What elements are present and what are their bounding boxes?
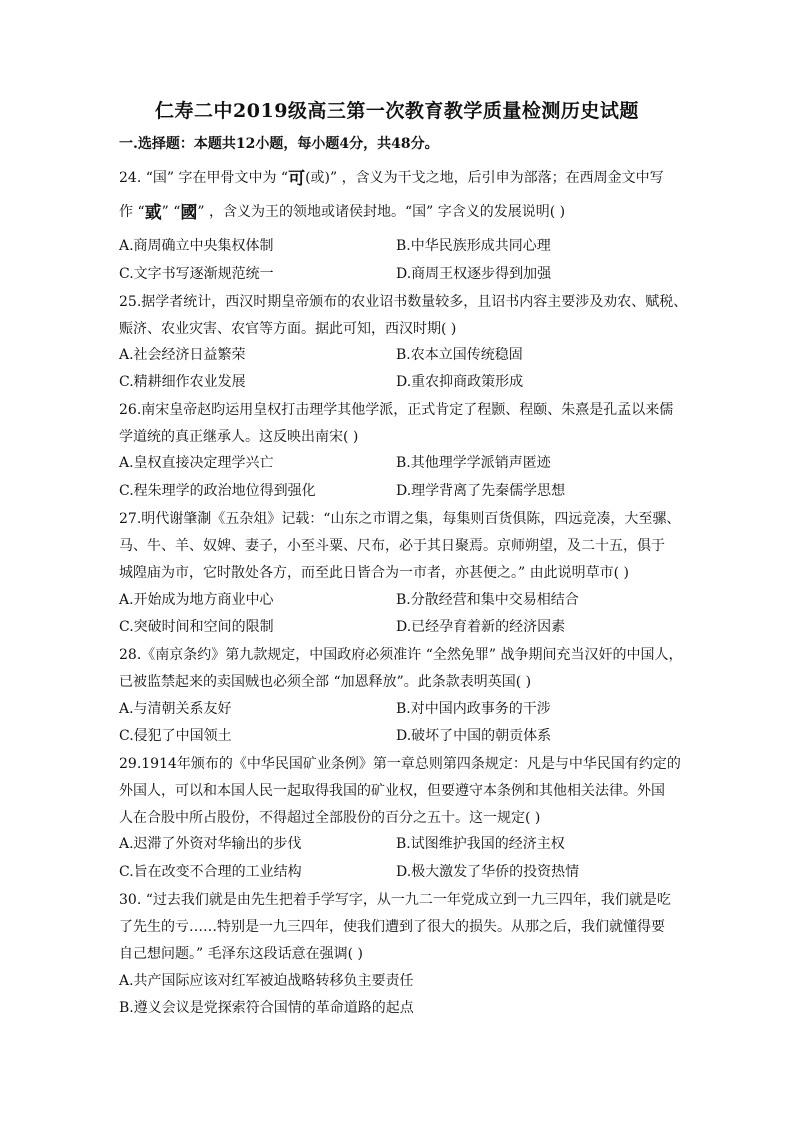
answer-option: B.其他理学学派销声匿迹 — [396, 455, 551, 471]
question-text: 30. “过去我们就是由先生把着手学写字，从一九二一年党成立到一九三四年，我们就是吃 — [119, 892, 671, 908]
question-line — [119, 563, 684, 583]
question-text: 赈济、农业灾害、农官等方面。据此可知，西汉时期( ) — [119, 321, 457, 337]
question-line — [119, 509, 684, 529]
answer-option: D.理学背离了先秦儒学思想 — [396, 483, 566, 499]
question-text: 已被监禁起来的卖国贼也必须全部 “加恩释放”。此条款表明英国( ) — [119, 674, 532, 690]
question-text: 了先生的亏……特别是一九三四年，使我们遭到了很大的损失。从那之后，我们就懂得要 — [119, 919, 665, 935]
question-text: ” “ — [161, 204, 181, 220]
question-text: 24. “国” 字在甲骨文中为 “ — [119, 170, 289, 186]
section-header: 一.选择题：本题共12小题，每小题4分，共48分。 — [119, 136, 439, 152]
question-line — [119, 292, 688, 312]
question-text: 26.南宋皇帝赵昀运用皇权打击理学其他学派，正式肯定了程颢、程颐、朱熹是孔孟以来儒 — [119, 402, 674, 418]
question-line — [119, 781, 684, 801]
answer-option: C.精耕细作农业发展 — [119, 374, 246, 390]
answer-option: C.侵犯了中国领土 — [119, 728, 232, 744]
question-line — [119, 645, 684, 665]
answer-option: D.商周王权逐步得到加强 — [396, 266, 552, 282]
question-line — [119, 319, 684, 339]
answer-option: A.皇权直接决定理学兴亡 — [119, 455, 274, 471]
question-text: 自己想问题。” 毛泽东这段话意在强调( ) — [119, 946, 363, 962]
question-text: 28.《南京条约》第九款规定，中国政府必须准许 “全然免罪” 战争期间充当汉奸的中国人， — [119, 647, 683, 663]
answer-option: D.已经孕育着新的经济因素 — [396, 619, 566, 635]
answer-option: A.商周确立中央集权体制 — [119, 238, 274, 254]
answer-option: A.迟滞了外资对华输出的步伐 — [119, 836, 302, 852]
answer-option: A.共产国际应该对红军被迫战略转移负主要责任 — [119, 973, 414, 989]
answer-option: B.农本立国传统稳固 — [396, 347, 523, 363]
question-line — [119, 168, 684, 189]
answer-option: A.社会经济日益繁荣 — [119, 347, 246, 363]
question-text: 25.据学者统计，西汉时期皇帝颁布的农业诏书数量较多，且诏书内容主要涉及劝农、赋税、 — [119, 294, 688, 310]
question-text: 外国人，可以和本国人民一起取得我国的矿业权，但要遵守本条例和其他相关法律。外国 — [119, 783, 665, 799]
question-line — [119, 400, 684, 420]
question-line — [119, 672, 684, 692]
answer-option: C.程朱理学的政治地位得到强化 — [119, 483, 316, 499]
question-text: 人在合股中所占股份，不得超过全部股份的百分之五十。这一规定( ) — [119, 810, 541, 826]
question-line — [119, 754, 684, 774]
question-text: ” ，含义为王的领地或诸侯封地。“国” 字含义的发展说明( ) — [197, 204, 566, 220]
oracle-glyph-icon: 戜 — [144, 203, 162, 223]
answer-option: D.破坏了中国的朝贡体系 — [396, 728, 552, 744]
answer-option: C.文字书写逐渐规范统一 — [119, 266, 274, 282]
question-line — [119, 427, 684, 447]
question-line — [119, 890, 684, 910]
answer-option: B.对中国内政事务的干涉 — [396, 701, 551, 717]
answer-option: B.遵义会议是党探索符合国情的革命道路的起点 — [119, 1000, 414, 1016]
question-text: 城隍庙为市，它时散处各方，而至此日皆合为一市者，亦甚便之。” 由此说明草市( ) — [119, 565, 629, 581]
exam-title: 仁寿二中2019级高三第一次教育教学质量检测历史试题 — [155, 100, 639, 122]
answer-option: C.突破时间和空间的限制 — [119, 619, 274, 635]
question-text: 29.1914年颁布的《中华民国矿业条例》第一章总则第四条规定：凡是与中华民国有约定的 — [119, 756, 681, 772]
bronze-glyph-icon: 國 — [180, 203, 198, 223]
answer-option: D.重农抑商政策形成 — [396, 374, 524, 390]
question-text: (或)” ，含义为干戈之地，后引申为部落；在西周金文中写 — [305, 170, 664, 186]
question-line — [119, 808, 684, 828]
oracle-glyph-icon: 可 — [288, 169, 306, 189]
answer-option: B.中华民族形成共同心理 — [396, 238, 551, 254]
answer-option: B.试图维护我国的经济主权 — [396, 836, 565, 852]
question-text: 马、牛、羊、奴婢、妻子，小至斗粟、尺布，必于其日聚焉。京师朔望，及二十五，俱于 — [119, 538, 665, 554]
answer-option: D.极大激发了华侨的投资热情 — [396, 864, 580, 880]
question-text: 学道统的真正继承人。这反映出南宋( ) — [119, 429, 359, 445]
answer-option: A.开始成为地方商业中心 — [119, 592, 274, 608]
question-text: 27.明代谢肇淛《五杂俎》记载：“山东之市谓之集，每集则百货俱陈，四远竞凑，大至骡、 — [119, 511, 681, 527]
answer-option: A.与清朝关系友好 — [119, 701, 232, 717]
question-line — [119, 917, 684, 937]
question-line — [119, 202, 684, 223]
question-line — [119, 536, 684, 556]
answer-option: C.旨在改变不合理的工业结构 — [119, 864, 302, 880]
question-line — [119, 944, 684, 964]
question-text: 作 “ — [119, 204, 145, 220]
answer-option: B.分散经营和集中交易相结合 — [396, 592, 579, 608]
